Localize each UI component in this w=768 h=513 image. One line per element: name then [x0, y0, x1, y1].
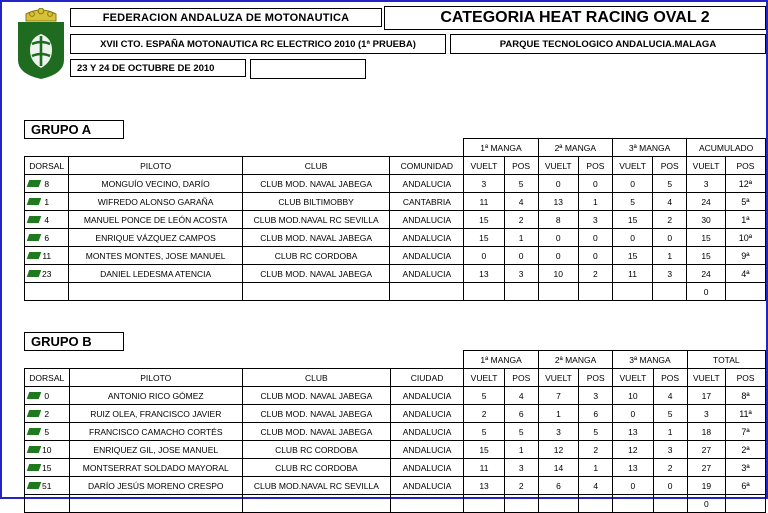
col-total-vuelt: VUELT	[687, 157, 726, 175]
federation-logo-icon	[12, 8, 70, 80]
cell-piloto: MONGUÍO VECINO, DARÍO	[69, 175, 242, 193]
cell-piloto: ENRIQUEZ GIL, JOSE MANUEL	[69, 441, 243, 459]
cell-m1-vuelt: 0	[464, 247, 504, 265]
cell-piloto: MANUEL PONCE DE LEÓN ACOSTA	[69, 211, 242, 229]
cell-total-pos: 12ª	[725, 175, 765, 193]
cell-m3-pos: 5	[653, 405, 687, 423]
cell-m2-vuelt: 0	[538, 229, 578, 247]
header-blank-cell	[250, 59, 366, 79]
cell-m1-vuelt	[464, 495, 504, 513]
cell-m1-pos: 0	[504, 247, 538, 265]
cell-total-vuelt: 19	[687, 477, 725, 495]
cell-m3-vuelt: 11	[612, 265, 652, 283]
cell-piloto: RUIZ OLEA, FRANCISCO JAVIER	[69, 405, 243, 423]
cell-m3-vuelt	[612, 283, 652, 301]
col-total-pos: POS	[726, 369, 766, 387]
cell-club: CLUB MOD.NAVAL RC SEVILLA	[243, 477, 391, 495]
cell-m3-vuelt: 0	[613, 405, 653, 423]
col-club: CLUB	[243, 369, 391, 387]
flag-icon	[27, 410, 42, 417]
federation-title: FEDERACION ANDALUZA DE MOTONAUTICA	[70, 8, 382, 27]
cell-total-vuelt: 15	[687, 247, 726, 265]
cell-m1-vuelt: 13	[464, 477, 504, 495]
col-dorsal: DORSAL	[25, 369, 70, 387]
cell-m1-vuelt: 5	[464, 387, 504, 405]
cell-m3-vuelt: 13	[613, 459, 653, 477]
cell-club: CLUB RC CORDOBA	[242, 247, 390, 265]
cell-region: ANDALUCIA	[390, 387, 464, 405]
cell-m2-pos: 2	[578, 265, 612, 283]
cell-m1-pos: 3	[504, 265, 538, 283]
cell-dorsal: 10	[25, 441, 70, 459]
cell-m1-pos: 1	[504, 229, 538, 247]
cell-piloto: DARÍO JESÚS MORENO CRESPO	[69, 477, 243, 495]
col-club: CLUB	[242, 157, 390, 175]
table-row	[25, 495, 766, 513]
heat-header-1: 1ª MANGA	[464, 139, 538, 157]
cell-m1-vuelt: 11	[464, 193, 504, 211]
cell-region: ANDALUCIA	[390, 441, 464, 459]
cell-dorsal: 8	[25, 175, 69, 193]
cell-m2-pos: 3	[579, 387, 613, 405]
cell-region: ANDALUCIA	[390, 423, 464, 441]
col-piloto: PILOTO	[69, 369, 243, 387]
cell-m1-vuelt: 11	[464, 459, 504, 477]
heat-header-spacer	[69, 139, 242, 157]
cell-club: CLUB BILTIMOBBY	[242, 193, 390, 211]
cell-m3-vuelt: 0	[612, 229, 652, 247]
cell-club: CLUB MOD. NAVAL JABEGA	[243, 387, 391, 405]
cell-dorsal: 0	[25, 387, 70, 405]
heat-header-3: 3ª MANGA	[612, 139, 686, 157]
heat-header-2: 2ª MANGA	[538, 351, 612, 369]
cell-dorsal: 51	[25, 477, 70, 495]
column-header-row	[25, 369, 766, 387]
cell-total-pos: 7ª	[726, 423, 766, 441]
heat-header-spacer	[390, 139, 464, 157]
column-header-row	[25, 157, 766, 175]
cell-m1-pos: 6	[504, 405, 538, 423]
cell-region: ANDALUCIA	[390, 405, 464, 423]
cell-m2-vuelt	[538, 283, 578, 301]
cell-m3-vuelt: 15	[612, 247, 652, 265]
cell-m1-pos: 2	[504, 211, 538, 229]
cell-total-pos: 8ª	[726, 387, 766, 405]
cell-m2-pos: 3	[578, 211, 612, 229]
cell-total-pos: 5ª	[725, 193, 765, 211]
flag-icon	[27, 180, 42, 187]
flag-icon	[27, 234, 42, 241]
cell-piloto: ANTONIO RICO GÓMEZ	[69, 387, 243, 405]
group-b-title: GRUPO B	[24, 332, 124, 351]
cell-dorsal: 15	[25, 459, 70, 477]
cell-m3-pos: 3	[653, 441, 687, 459]
cell-region	[390, 495, 464, 513]
cell-m2-pos	[579, 495, 613, 513]
flag-icon	[27, 446, 42, 453]
cell-m2-vuelt	[538, 495, 578, 513]
heat-header-spacer	[242, 139, 390, 157]
cell-m3-pos: 0	[653, 229, 687, 247]
cell-m2-pos: 0	[578, 175, 612, 193]
cell-m3-vuelt: 0	[613, 477, 653, 495]
venue-title: PARQUE TECNOLOGICO ANDALUCIA.MALAGA	[450, 34, 766, 54]
cell-club: CLUB RC CORDOBA	[243, 441, 391, 459]
cell-dorsal: 6	[25, 229, 69, 247]
cell-total-pos: 10ª	[725, 229, 765, 247]
cell-total-vuelt: 27	[687, 441, 725, 459]
flag-icon	[27, 464, 42, 471]
table-row	[25, 441, 766, 459]
cell-region: CANTABRIA	[390, 193, 464, 211]
col-total-vuelt: VUELT	[687, 369, 725, 387]
event-dates: 23 Y 24 DE OCTUBRE DE 2010	[70, 59, 246, 77]
cell-m3-pos: 3	[653, 265, 687, 283]
table-row	[25, 175, 766, 193]
col-m1-vuelt: VUELT	[464, 369, 504, 387]
cell-total-vuelt: 24	[687, 265, 726, 283]
championship-title: XVII CTO. ESPAÑA MOTONAUTICA RC ELECTRICO 2010 (1ª PRUEBA)	[70, 34, 446, 54]
cell-m1-vuelt: 13	[464, 265, 504, 283]
cell-total-vuelt: 15	[687, 229, 726, 247]
cell-piloto: MONTES MONTES, JOSE MANUEL	[69, 247, 242, 265]
group-b-block	[24, 332, 766, 509]
cell-m3-pos: 1	[653, 247, 687, 265]
cell-total-vuelt: 18	[687, 423, 725, 441]
cell-dorsal: 23	[25, 265, 69, 283]
col-region: COMUNIDAD	[390, 157, 464, 175]
cell-club	[242, 283, 390, 301]
cell-club: CLUB MOD. NAVAL JABEGA	[242, 175, 390, 193]
cell-dorsal: 4	[25, 211, 69, 229]
flag-icon	[27, 270, 42, 277]
heat-header-row	[25, 351, 766, 369]
cell-region: ANDALUCIA	[390, 211, 464, 229]
heat-header-spacer	[390, 351, 464, 369]
cell-dorsal: 1	[25, 193, 69, 211]
cell-total-vuelt: 3	[687, 175, 726, 193]
cell-region: ANDALUCIA	[390, 247, 464, 265]
heat-header-spacer	[25, 139, 69, 157]
document-header	[6, 4, 762, 92]
cell-total-pos: 9ª	[725, 247, 765, 265]
cell-m1-vuelt: 15	[464, 441, 504, 459]
cell-dorsal: 2	[25, 405, 70, 423]
col-region: CIUDAD	[390, 369, 464, 387]
heat-header-2: 2ª MANGA	[538, 139, 612, 157]
cell-m2-pos: 6	[579, 405, 613, 423]
cell-piloto: WIFREDO ALONSO GARAÑA	[69, 193, 242, 211]
cell-m2-vuelt: 14	[538, 459, 578, 477]
table-row	[25, 247, 766, 265]
cell-m2-pos: 1	[579, 459, 613, 477]
cell-m3-pos: 1	[653, 423, 687, 441]
cell-club: CLUB MOD. NAVAL JABEGA	[243, 423, 391, 441]
cell-m3-pos	[653, 495, 687, 513]
cell-region	[390, 283, 464, 301]
col-m1-vuelt: VUELT	[464, 157, 504, 175]
heat-header-total: TOTAL	[687, 351, 765, 369]
cell-dorsal	[25, 495, 70, 513]
cell-piloto: MONTSERRAT SOLDADO MAYORAL	[69, 459, 243, 477]
table-row	[25, 423, 766, 441]
cell-total-pos: 6ª	[726, 477, 766, 495]
cell-m1-pos: 3	[504, 459, 538, 477]
flag-icon	[27, 216, 42, 223]
cell-total-pos: 1ª	[725, 211, 765, 229]
cell-m2-vuelt: 7	[538, 387, 578, 405]
col-m2-pos: POS	[578, 157, 612, 175]
cell-m2-vuelt: 10	[538, 265, 578, 283]
cell-m2-vuelt: 0	[538, 247, 578, 265]
cell-club: CLUB MOD. NAVAL JABEGA	[242, 229, 390, 247]
cell-m2-pos: 5	[579, 423, 613, 441]
cell-club: CLUB MOD. NAVAL JABEGA	[243, 405, 391, 423]
cell-m3-vuelt: 12	[613, 441, 653, 459]
cell-m2-pos	[578, 283, 612, 301]
cell-m1-vuelt: 3	[464, 175, 504, 193]
col-m1-pos: POS	[504, 369, 538, 387]
cell-m1-vuelt: 5	[464, 423, 504, 441]
cell-m3-pos: 4	[653, 387, 687, 405]
cell-region: ANDALUCIA	[390, 477, 464, 495]
cell-m1-pos: 5	[504, 175, 538, 193]
cell-m2-vuelt: 6	[538, 477, 578, 495]
cell-m2-vuelt: 13	[538, 193, 578, 211]
cell-total-vuelt: 0	[687, 283, 726, 301]
cell-m3-vuelt: 15	[612, 211, 652, 229]
cell-m1-vuelt	[464, 283, 504, 301]
cell-m1-pos	[504, 495, 538, 513]
group-a-block	[24, 120, 766, 297]
cell-m2-pos: 4	[579, 477, 613, 495]
table-row	[25, 405, 766, 423]
group-a-title: GRUPO A	[24, 120, 124, 139]
cell-total-pos: 11ª	[726, 405, 766, 423]
cell-m2-vuelt: 12	[538, 441, 578, 459]
table-row	[25, 211, 766, 229]
cell-dorsal: 11	[25, 247, 69, 265]
cell-m2-vuelt: 0	[538, 175, 578, 193]
cell-m2-pos: 2	[579, 441, 613, 459]
cell-m2-pos: 1	[578, 193, 612, 211]
cell-m1-vuelt: 2	[464, 405, 504, 423]
cell-club: CLUB MOD.NAVAL RC SEVILLA	[242, 211, 390, 229]
table-row	[25, 459, 766, 477]
cell-total-pos: 3ª	[726, 459, 766, 477]
flag-icon	[27, 482, 42, 489]
cell-total-pos	[725, 283, 765, 301]
table-row	[25, 387, 766, 405]
category-title: CATEGORIA HEAT RACING OVAL 2	[384, 6, 766, 30]
cell-m3-vuelt: 13	[613, 423, 653, 441]
cell-m2-vuelt: 8	[538, 211, 578, 229]
col-m3-pos: POS	[653, 157, 687, 175]
table-row	[25, 477, 766, 495]
cell-m3-pos: 4	[653, 193, 687, 211]
cell-m2-vuelt: 1	[538, 405, 578, 423]
cell-m1-pos: 4	[504, 193, 538, 211]
cell-club: CLUB RC CORDOBA	[243, 459, 391, 477]
col-m2-vuelt: VUELT	[538, 369, 578, 387]
group-b-results-table	[24, 350, 766, 513]
cell-m1-vuelt: 15	[464, 211, 504, 229]
cell-m3-pos: 5	[653, 175, 687, 193]
heat-header-1: 1ª MANGA	[464, 351, 538, 369]
heat-header-total: ACUMULADO	[687, 139, 766, 157]
cell-region: ANDALUCIA	[390, 175, 464, 193]
cell-dorsal	[25, 283, 69, 301]
cell-m3-vuelt: 5	[612, 193, 652, 211]
cell-region: ANDALUCIA	[390, 229, 464, 247]
cell-total-vuelt: 0	[687, 495, 725, 513]
cell-total-vuelt: 3	[687, 405, 725, 423]
flag-icon	[27, 428, 42, 435]
cell-dorsal: 5	[25, 423, 70, 441]
table-row	[25, 193, 766, 211]
flag-icon	[27, 198, 42, 205]
cell-club: CLUB MOD. NAVAL JABEGA	[242, 265, 390, 283]
cell-m1-pos: 4	[504, 387, 538, 405]
col-piloto: PILOTO	[69, 157, 242, 175]
cell-piloto	[69, 495, 243, 513]
cell-m2-pos: 0	[578, 229, 612, 247]
flag-icon	[27, 392, 42, 399]
cell-m3-vuelt: 10	[613, 387, 653, 405]
cell-m2-pos: 0	[578, 247, 612, 265]
col-total-pos: POS	[725, 157, 765, 175]
cell-total-pos	[726, 495, 766, 513]
cell-total-pos: 4ª	[725, 265, 765, 283]
cell-m3-vuelt	[613, 495, 653, 513]
cell-total-vuelt: 27	[687, 459, 725, 477]
cell-m3-pos: 0	[653, 477, 687, 495]
table-row	[25, 283, 766, 301]
cell-piloto	[69, 283, 242, 301]
col-m1-pos: POS	[504, 157, 538, 175]
cell-total-vuelt: 30	[687, 211, 726, 229]
cell-club	[243, 495, 391, 513]
cell-region: ANDALUCIA	[390, 265, 464, 283]
col-m3-vuelt: VUELT	[613, 369, 653, 387]
cell-total-pos: 2ª	[726, 441, 766, 459]
heat-header-3: 3ª MANGA	[613, 351, 687, 369]
cell-m1-pos	[504, 283, 538, 301]
col-m3-vuelt: VUELT	[612, 157, 652, 175]
cell-m3-vuelt: 0	[612, 175, 652, 193]
table-row	[25, 229, 766, 247]
cell-m2-vuelt: 3	[538, 423, 578, 441]
heat-header-spacer	[243, 351, 391, 369]
heat-header-row	[25, 139, 766, 157]
cell-total-vuelt: 24	[687, 193, 726, 211]
cell-total-vuelt: 17	[687, 387, 725, 405]
cell-m1-pos: 5	[504, 423, 538, 441]
cell-piloto: ENRIQUE VÁZQUEZ CAMPOS	[69, 229, 242, 247]
table-row	[25, 265, 766, 283]
flag-icon	[27, 252, 42, 259]
heat-header-spacer	[25, 351, 70, 369]
col-dorsal: DORSAL	[25, 157, 69, 175]
cell-m1-pos: 1	[504, 441, 538, 459]
col-m2-vuelt: VUELT	[538, 157, 578, 175]
cell-piloto: DANIEL LEDESMA ATENCIA	[69, 265, 242, 283]
cell-m3-pos: 2	[653, 459, 687, 477]
cell-region: ANDALUCIA	[390, 459, 464, 477]
cell-m3-pos: 2	[653, 211, 687, 229]
col-m2-pos: POS	[579, 369, 613, 387]
cell-piloto: FRANCISCO CAMACHO CORTÉS	[69, 423, 243, 441]
group-a-results-table	[24, 138, 766, 301]
col-m3-pos: POS	[653, 369, 687, 387]
heat-header-spacer	[69, 351, 243, 369]
cell-m1-pos: 2	[504, 477, 538, 495]
cell-m3-pos	[653, 283, 687, 301]
cell-m1-vuelt: 15	[464, 229, 504, 247]
